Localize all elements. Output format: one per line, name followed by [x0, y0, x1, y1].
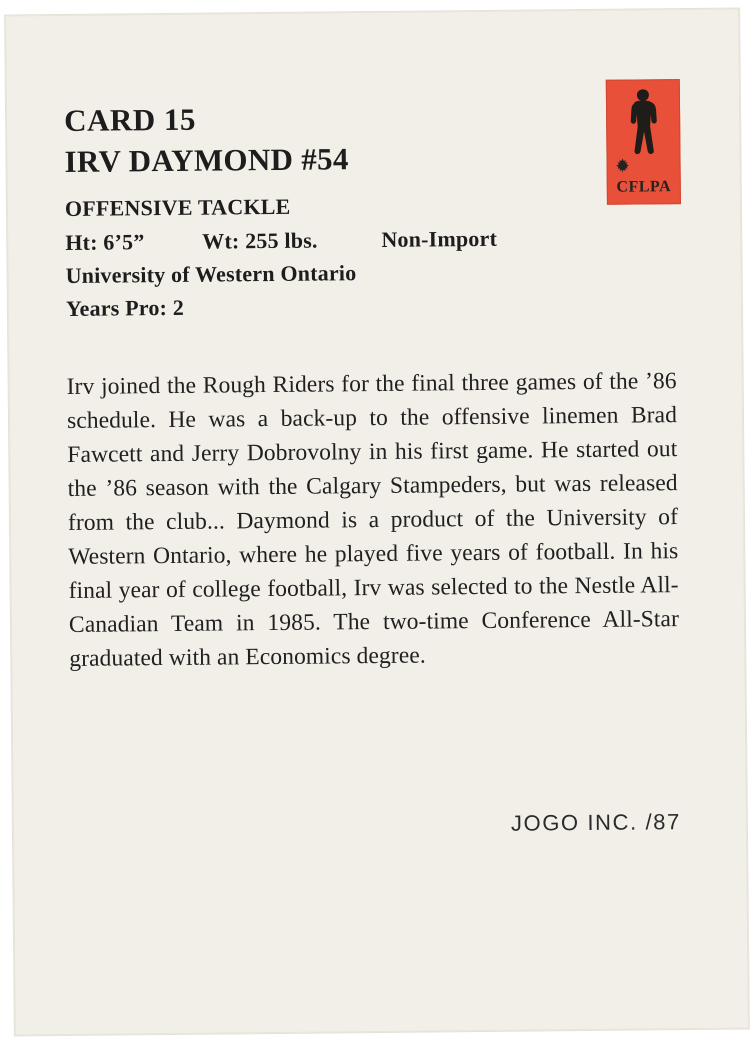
trading-card-back — [5, 9, 749, 1036]
publisher-credit: JOGO INC. /87 — [510, 809, 682, 836]
player-name: IRV DAYMOND #54 — [64, 140, 349, 179]
years-pro-row — [66, 287, 676, 326]
weight: Wt: 255 lbs. — [202, 227, 318, 254]
player-bio: Irv joined the Rough Riders for the final three games of the ’86 schedule. He was a back-up to the offensive linemen Brad Fawcett and Jerry Dobrovolny in his first game. He started out the ’86 season with the Calgary Stampeders, but was released from the club... Daymond is a product of the University of Western Ontario, where he played five years of football. In his final year of college football, Irv was selected to the Nestle All-Canadian Team in 1985. The two-time Conference All-Star graduated with an Economics degree. — [66, 368, 680, 673]
card-number: CARD 15 — [63, 101, 197, 138]
cflpa-logo-text: CFLPA — [616, 178, 672, 196]
player-vitals — [65, 186, 676, 326]
years-pro: Years Pro: 2 — [65, 295, 185, 322]
university: University of Western Ontario — [65, 260, 357, 289]
import-status: Non-Import — [381, 225, 498, 252]
height: Ht: 6’5” — [65, 228, 145, 255]
card-text-content — [64, 97, 679, 676]
position: OFFENSIVE TACKLE — [64, 193, 291, 222]
